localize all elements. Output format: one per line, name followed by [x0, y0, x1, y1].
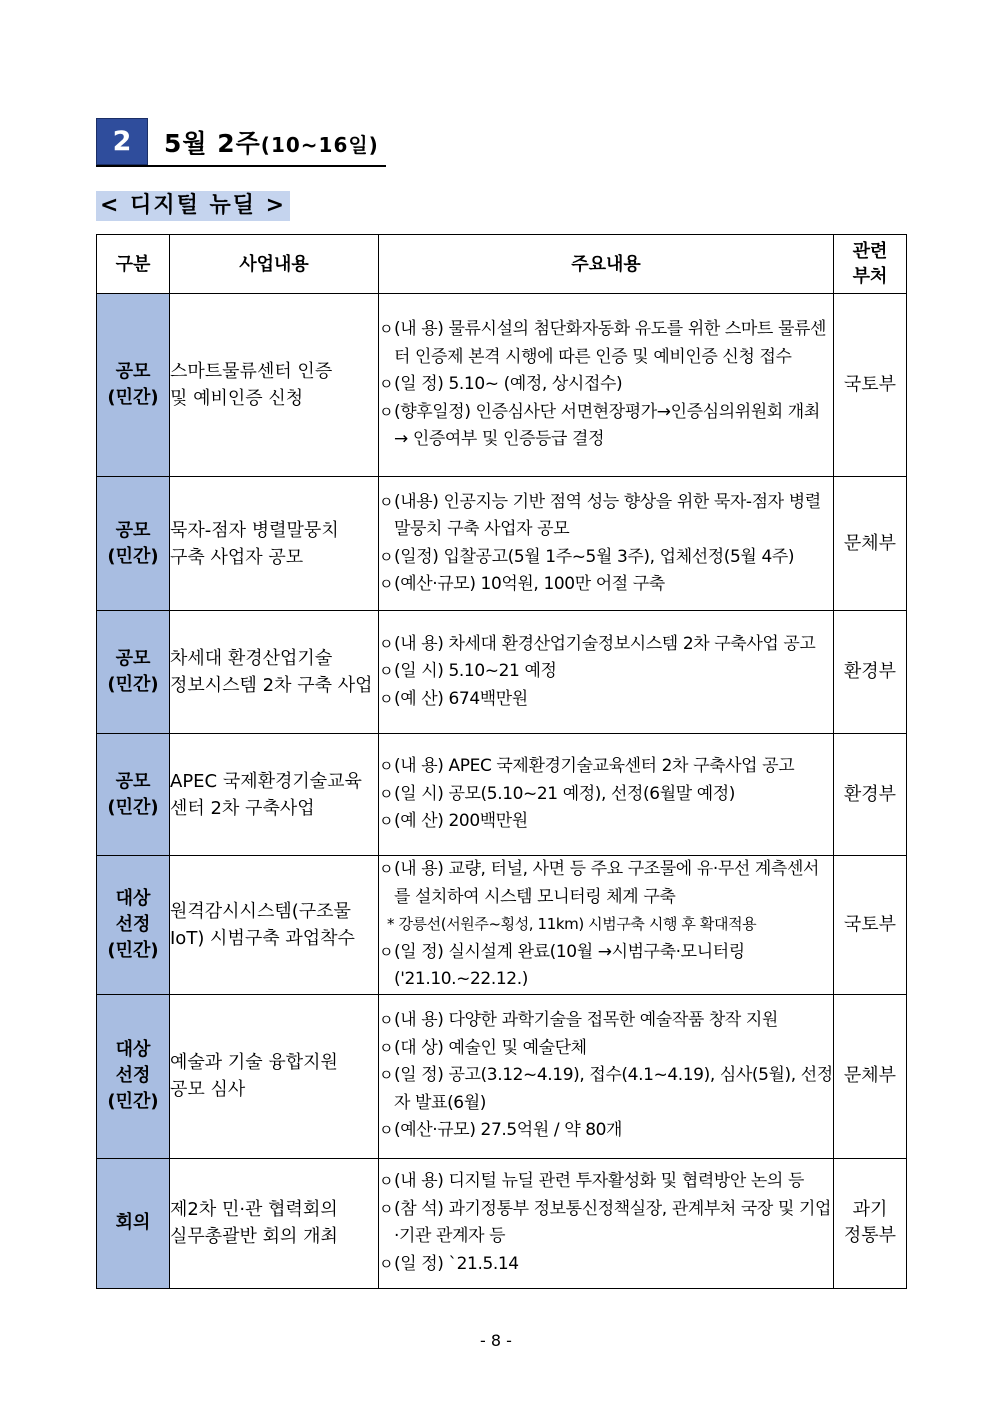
content-item: ㅇ (예 산) 200백만원 [379, 808, 833, 836]
content-note: * 강릉선(서원주~횡성, 11km) 시범구축 시행 후 확대적용 [387, 915, 757, 933]
header-content: 주요내용 [379, 235, 834, 294]
row-category: 공모 (민간) [97, 477, 170, 611]
table-row [97, 1158, 907, 1288]
section-number: 2 [96, 118, 148, 165]
row-dept: 문체부 [834, 994, 907, 1158]
content-item: ㅇ (일정) 입찰공고(5월 1주~5월 3주), 업체선정(5월 4주) [379, 544, 833, 572]
content-item: ㅇ (내용) 인공지능 기반 점역 성능 향상을 위한 묵자-점자 병렬말뭉치 구축 사업자 공모 [379, 489, 833, 544]
table-row [97, 477, 907, 611]
section-underline [96, 165, 386, 167]
row-content [379, 294, 834, 477]
section-title-week: 5월 2주 [164, 129, 261, 158]
row-category: 공모 (민간) [97, 611, 170, 734]
page-number: - 8 - [480, 1331, 512, 1350]
table-row [97, 734, 907, 856]
row-dept: 국토부 [834, 294, 907, 477]
row-content [379, 477, 834, 611]
content-item: ㅇ (일 정) 5.10~ (예정, 상시접수) [379, 371, 833, 399]
content-item: ㅇ (일 시) 5.10~21 예정 [379, 658, 833, 686]
row-category: 공모 (민간) [97, 734, 170, 856]
content-item: ㅇ (향후일정) 인증심사단 서면현장평가→인증심의위원회 개최 → 인증여부 및 인증등급 결정 [379, 399, 833, 454]
row-category: 대상 선정 (민간) [97, 856, 170, 995]
content-item: ㅇ (대 상) 예술인 및 예술단체 [379, 1035, 833, 1063]
section-title [164, 124, 379, 160]
row-project: 차세대 환경산업기술 정보시스템 2차 구축 사업 [170, 611, 379, 734]
content-item: ㅇ (예산·규모) 27.5억원 / 약 80개 [379, 1117, 833, 1145]
row-content [379, 611, 834, 734]
schedule-table [96, 234, 907, 1289]
content-item: ㅇ (내 용) 물류시설의 첨단화자동화 유도를 위한 스마트 물류센터 인증제 본격 시행에 따른 인증 및 예비인증 신청 접수 [379, 316, 833, 371]
content-item: ㅇ (일 시) 공모(5.10~21 예정), 선정(6월말 예정) [379, 781, 833, 809]
content-item: ㅇ (일 정) 실시설계 완료(10월 →시범구축·모니터링('21.10.~22.12.) [379, 939, 833, 994]
table-row [97, 994, 907, 1158]
content-item: ㅇ (내 용) APEC 국제환경기술교육센터 2차 구축사업 공고 [379, 753, 833, 781]
table-header-row [97, 235, 907, 294]
row-category: 공모 (민간) [97, 294, 170, 477]
row-project: 원격감시시스템(구조물 IoT) 시범구축 과업착수 [170, 856, 379, 995]
row-dept: 환경부 [834, 611, 907, 734]
section-title-range: (10~16일) [260, 133, 379, 157]
content-item: ㅇ (내 용) 교량, 터널, 사면 등 주요 구조물에 유·무선 계측센서를 설치하여 시스템 모니터링 체계 구축 [379, 856, 833, 911]
row-project: 묵자-점자 병렬말뭉치 구축 사업자 공모 [170, 477, 379, 611]
row-content [379, 994, 834, 1158]
row-project: 제2차 민·관 협력회의 실무총괄반 회의 개최 [170, 1158, 379, 1288]
content-item: ㅇ (일 정) `21.5.14 [379, 1251, 833, 1279]
content-item: ㅇ (일 정) 공고(3.12~4.19), 접수(4.1~4.19), 심사(5월), 선정자 발표(6월) [379, 1062, 833, 1117]
content-item: ㅇ (참 석) 과기정통부 정보통신정책실장, 관계부처 국장 및 기업·기관 관계자 등 [379, 1196, 833, 1251]
subtitle: < 디지털 뉴딜 > [96, 191, 290, 221]
row-category: 회의 [97, 1158, 170, 1288]
row-category: 대상 선정 (민간) [97, 994, 170, 1158]
header-category: 구분 [97, 235, 170, 294]
content-item: ㅇ (예 산) 674백만원 [379, 686, 833, 714]
row-content [379, 1158, 834, 1288]
content-item: ㅇ (내 용) 디지털 뉴딜 관련 투자활성화 및 협력방안 논의 등 [379, 1168, 833, 1196]
content-item: ㅇ (예산·규모) 10억원, 100만 어절 구축 [379, 571, 833, 599]
content-item: ㅇ (내 용) 차세대 환경산업기술정보시스템 2차 구축사업 공고 [379, 631, 833, 659]
header-project: 사업내용 [170, 235, 379, 294]
section-header [96, 118, 386, 166]
table-row [97, 856, 907, 995]
table-row [97, 294, 907, 477]
row-content [379, 734, 834, 856]
content-item: ㅇ (내 용) 다양한 과학기술을 접목한 예술작품 창작 지원 [379, 1007, 833, 1035]
row-dept: 문체부 [834, 477, 907, 611]
row-dept: 국토부 [834, 856, 907, 995]
table-row [97, 611, 907, 734]
row-dept: 환경부 [834, 734, 907, 856]
row-project: 스마트물류센터 인증 및 예비인증 신청 [170, 294, 379, 477]
row-dept: 과기 정통부 [834, 1158, 907, 1288]
row-content [379, 856, 834, 995]
header-dept: 관련 부처 [834, 235, 907, 294]
row-project: APEC 국제환경기술교육 센터 2차 구축사업 [170, 734, 379, 856]
row-project: 예술과 기술 융합지원 공모 심사 [170, 994, 379, 1158]
